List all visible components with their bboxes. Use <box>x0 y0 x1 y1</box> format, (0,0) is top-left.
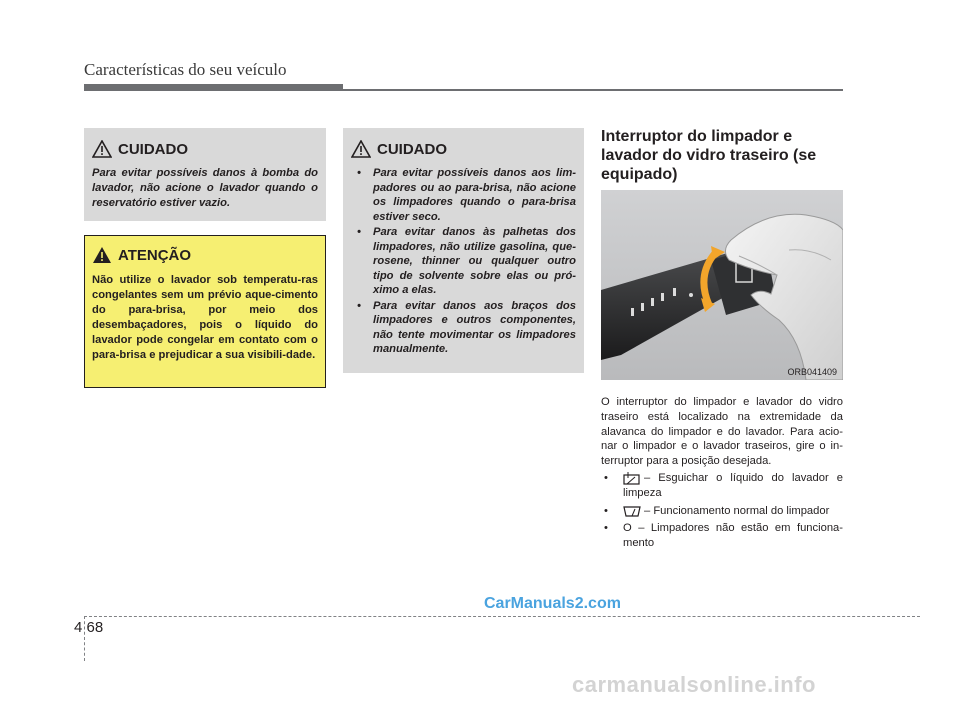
watermark-carmanualsonline: carmanualsonline.info <box>572 672 816 697</box>
rear-washer-icon <box>623 472 641 485</box>
figure-code: ORB041409 <box>787 367 837 377</box>
caution-item: • Para evitar danos aos braços dos limpadores e outros componentes, não tente movimentar os limpadores manualmente. <box>357 299 576 355</box>
caution-title-text: CUIDADO <box>118 140 188 158</box>
caution-box-left <box>84 128 326 221</box>
caution-item: • Para evitar possíveis danos aos lim-padores ou ao para-brisa, não acione os limpadores quando o para-brisa estiver seco. <box>357 167 576 223</box>
watermark-carmanuals2: CarManuals2.com <box>484 595 621 612</box>
wiper-switch-figure <box>601 190 843 380</box>
caution-box-right <box>343 128 584 373</box>
attention-box <box>84 235 326 388</box>
list-item: • O – Limpadores não estão em funciona-mento <box>604 522 843 550</box>
list-item: • – Esguichar o líquido do lavador e limpeza <box>604 471 843 499</box>
caution-title <box>92 140 318 158</box>
hand-lever-illustration <box>601 190 843 380</box>
page-number: 4 68 <box>74 619 104 636</box>
caution-title-text: CUIDADO <box>377 140 447 158</box>
intro-paragraph: O interruptor do limpador e lavador do vidro traseiro está localizado na extremidade da alavanca do limpador e do lavador. Para acio-nar o limpador e o lavador traseiros, gire o in-terruptor para a posição desejada. <box>601 396 843 468</box>
warning-triangle-icon <box>351 140 371 158</box>
list-item: • – Funcionamento normal do limpador <box>604 504 830 517</box>
header-bar <box>84 84 343 91</box>
warning-triangle-icon <box>92 140 112 158</box>
caution-title <box>351 140 576 158</box>
section-body <box>601 395 843 554</box>
caution-text: Para evitar possíveis danos à bomba do lavador, não acione o lavador quando o reservatório estiver vazio. <box>92 167 318 209</box>
attention-title-text: ATENÇÃO <box>118 246 192 264</box>
warning-filled-icon <box>92 246 112 264</box>
rear-wiper-icon <box>623 504 641 517</box>
attention-text: Não utilize o lavador sob temperatu-ras congelantes sem um prévio aque-cimento do para-brisa, por meio dos desembaçadores, pois o líquido do lavador pode congelar em contato com o para-brisa e prejudicar a sua visibili-dade. <box>92 274 318 361</box>
switch-positions-list <box>601 471 843 551</box>
page-header-title: Características do seu veículo <box>84 60 287 79</box>
caution-item: • Para evitar danos às palhetas dos limpadores, não utilize gasolina, que-rosene, thinner ou qualquer outro tipo de solvente sobre elas ou pró-ximo a elas. <box>357 226 576 296</box>
header-rule <box>343 89 843 91</box>
section-heading: Interruptor do limpador e lavador do vidro traseiro (se equipado) <box>601 128 817 183</box>
caution-list <box>351 166 576 357</box>
attention-title <box>92 246 318 264</box>
footer-rule <box>84 616 920 617</box>
